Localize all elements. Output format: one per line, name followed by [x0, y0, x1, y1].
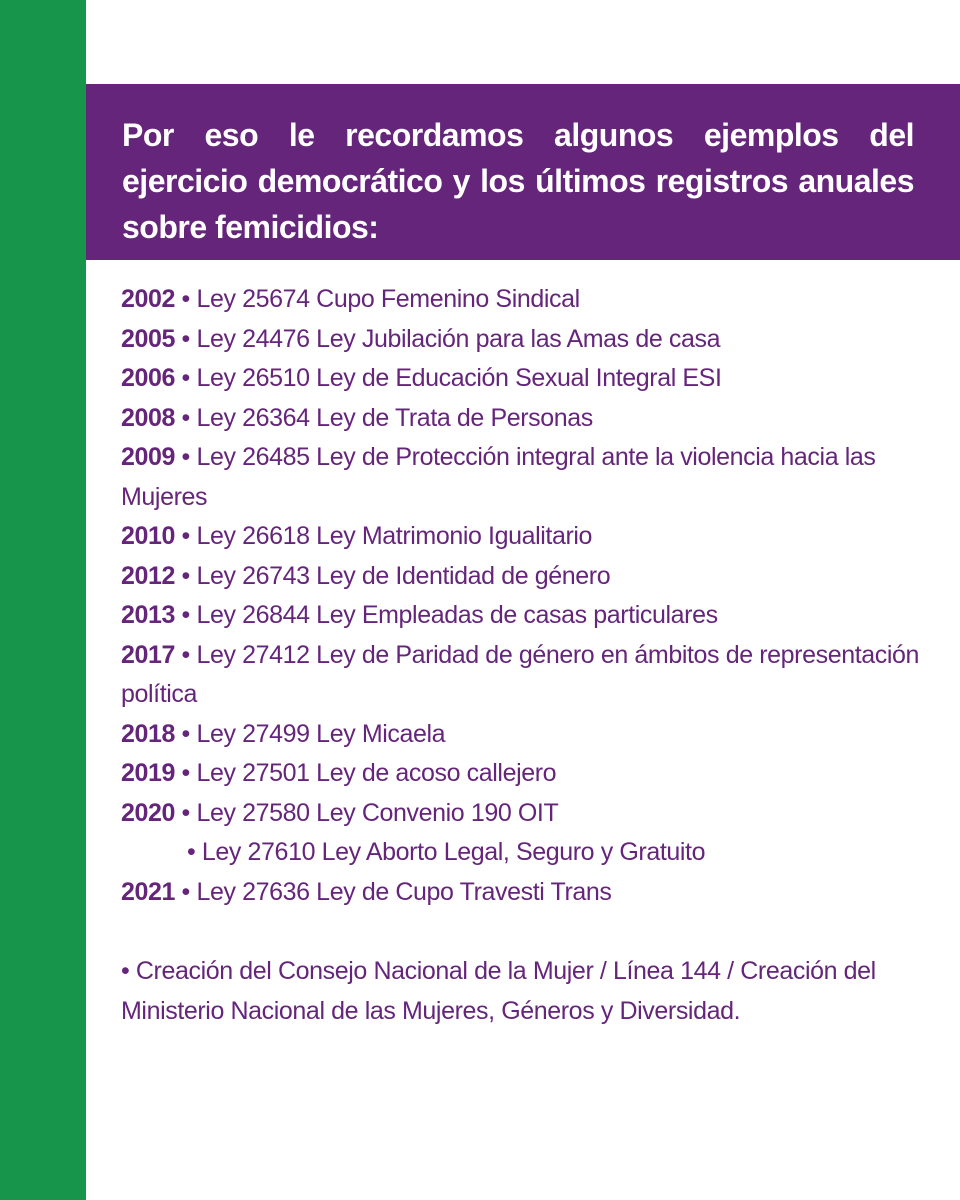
- law-item: [121, 715, 941, 755]
- law-year: 2013: [121, 601, 176, 629]
- law-year: 2021: [121, 877, 176, 906]
- law-item-continuation: política: [121, 680, 198, 708]
- law-item: [121, 754, 941, 794]
- laws-list: [121, 280, 941, 912]
- law-separator: •: [175, 324, 197, 353]
- law-year: 2008: [121, 403, 176, 432]
- law-separator: •: [175, 759, 197, 787]
- law-year: 2017: [121, 640, 176, 669]
- law-text: Ley 27501 Ley de acoso callejero: [196, 759, 557, 787]
- law-text: Ley 27412 Ley de Paridad de género en ámbitos de representación: [196, 640, 920, 669]
- header-text: Por eso le recordamos algunos ejemplos del ejercicio democrático y los últimos registros anuales sobre femicidios:: [122, 117, 914, 245]
- law-separator: •: [175, 719, 197, 748]
- law-text: Ley 26743 Ley de Identidad de género: [196, 561, 611, 590]
- law-text: Ley 27499 Ley Micaela: [196, 719, 446, 748]
- law-item: [121, 399, 941, 439]
- law-item: [121, 596, 941, 636]
- law-text: Ley 26364 Ley de Trata de Personas: [196, 403, 593, 432]
- law-year: 2002: [121, 285, 176, 313]
- law-item: [121, 636, 941, 676]
- left-accent-bar: [0, 0, 86, 1200]
- law-text: Ley 24476 Ley Jubilación para las Amas de casa: [196, 324, 721, 353]
- law-year: 2019: [121, 759, 176, 787]
- law-year: 2010: [121, 522, 176, 550]
- law-separator: •: [175, 877, 197, 906]
- law-separator: •: [175, 522, 197, 550]
- law-text: Ley 26485 Ley de Protección integral ante la violencia hacia las: [196, 443, 876, 471]
- law-separator: •: [175, 640, 197, 669]
- law-year: 2006: [121, 364, 176, 392]
- footer-note: • Creación del Consejo Nacional de la Mujer / Línea 144 / Creación del Ministerio Nacional de las Mujeres, Géneros y Diversidad.: [121, 957, 876, 1025]
- law-year: 2020: [121, 798, 176, 827]
- law-item: [121, 873, 941, 913]
- law-separator: •: [175, 364, 197, 392]
- law-year: 2012: [121, 561, 176, 590]
- law-year: 2005: [121, 324, 176, 353]
- law-separator: •: [175, 443, 197, 471]
- law-text: Ley 26618 Ley Matrimonio Igualitario: [196, 522, 593, 550]
- law-item-continuation: • Ley 27610 Ley Aborto Legal, Seguro y Gratuito: [187, 838, 706, 866]
- law-separator: •: [175, 601, 197, 629]
- law-year: 2009: [121, 443, 176, 471]
- law-item: [121, 794, 941, 834]
- law-item-continuation: Mujeres: [121, 482, 208, 511]
- law-item: [121, 517, 941, 557]
- law-text: Ley 27636 Ley de Cupo Travesti Trans: [196, 877, 612, 906]
- law-item: [121, 280, 941, 320]
- law-item: [121, 438, 941, 478]
- law-text: Ley 27580 Ley Convenio 190 OIT: [196, 798, 559, 827]
- law-text: Ley 26844 Ley Empleadas de casas particulares: [196, 601, 718, 629]
- law-text: Ley 26510 Ley de Educación Sexual Integral ESI: [196, 364, 722, 392]
- law-separator: •: [175, 403, 197, 432]
- law-item: [121, 359, 941, 399]
- law-item: [121, 557, 941, 597]
- law-separator: •: [175, 285, 197, 313]
- law-item: [121, 320, 941, 360]
- law-text: Ley 25674 Cupo Femenino Sindical: [196, 285, 580, 313]
- law-separator: •: [175, 798, 197, 827]
- law-separator: •: [175, 561, 197, 590]
- law-year: 2018: [121, 719, 176, 748]
